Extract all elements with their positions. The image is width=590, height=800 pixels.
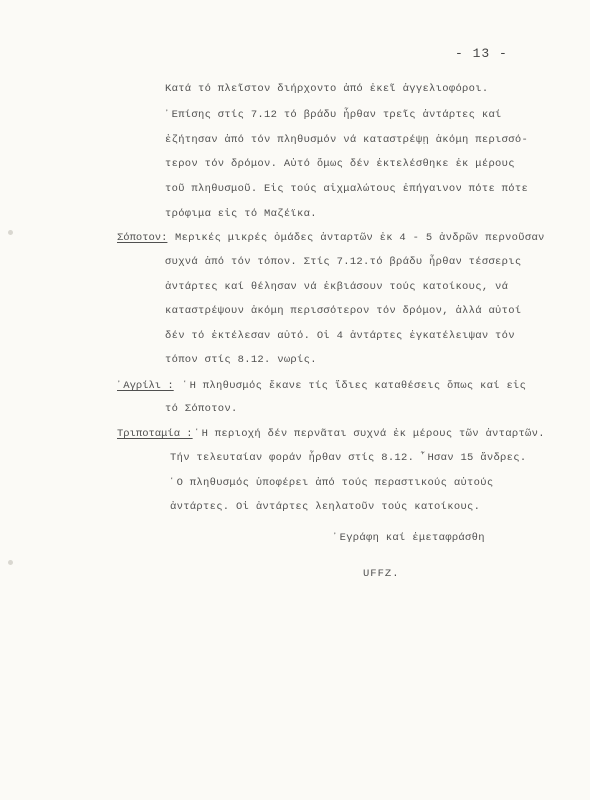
text-line: δέν τό ἐκτέλεσαν αὐτό. Οἱ 4 ἀντάρτες ἐγκατέλειψαν τόν <box>165 330 515 342</box>
translation-note: ᾽Εγράφη καί ἐμεταφράσθη <box>333 532 485 544</box>
text-line: τοῦ πληθυσμοῦ. Εἰς τούς αἰχμαλώτους ἐπήγαινον πότε πότε <box>165 183 529 195</box>
punch-hole-mark <box>8 230 13 235</box>
text-line: τρόφιμα εἰς τό Μαζέϊκα. <box>165 208 317 220</box>
text-line: ἀντάρτες. Οἱ ἀντάρτες λεηλατοῦν τούς κατοίκους. <box>170 501 481 513</box>
section-label-sopoton: Σόποτον: <box>117 232 168 244</box>
text-line: τερον τόν δρόμον. Αὐτό ὅμως δέν ἐκτελέσθηκε ἐκ μέρους <box>165 158 515 170</box>
section-label-tripotamia: Τριποταμία : <box>117 428 193 440</box>
text-line: συχνά ἀπό τόν τόπον. Στίς 7.12.τό βράδυ ἦρθαν τέσσερις <box>165 256 522 268</box>
text-line: Μερικές μικρές ὁμάδες ἀνταρτῶν ἐκ 4 - 5 ἀνδρῶν περνοῦσαν <box>175 232 545 244</box>
text-line: Κατά τό πλεῖστον διήρχοντο ἀπό ἐκεῖ ἀγγελιοφόροι. <box>165 83 489 95</box>
text-line: τόπον στίς 8.12. νωρίς. <box>165 354 317 366</box>
text-line: ἀντάρτες καί θέλησαν νά ἐκβιάσουν τούς κατοίκους, νά <box>165 281 509 293</box>
punch-hole-mark <box>8 560 13 565</box>
text-line: Τήν τελευταίαν φοράν ἦρθαν στίς 8.12. ῏Ησαν 15 ἄνδρες. <box>170 452 527 464</box>
signature: UFFZ. <box>363 568 400 580</box>
text-line: ῾Η περιοχή δέν περνᾶται συχνά ἐκ μέρους τῶν ἀνταρτῶν. <box>195 428 545 440</box>
text-line: καταστρέψουν ἀκόμη περισσότερον τόν δρόμον, ἀλλά αὐτοί <box>165 305 522 317</box>
page-number: - 13 - <box>455 46 508 61</box>
text-line: ῾Ο πληθυσμός ὑποφέρει ἀπό τούς περαστικούς αὐτούς <box>170 477 494 489</box>
section-label-agrili: ᾽Αγρίλι : <box>117 380 174 392</box>
text-line: ἐζήτησαν ἀπό τόν πληθυσμόν νά καταστρέψῃ ἀκόμη περισσό- <box>165 134 529 146</box>
text-line: ᾽Επίσης στίς 7.12 τό βράδυ ἦρθαν τρεῖς ἀντάρτες καί <box>165 109 502 121</box>
text-line: τό Σόποτον. <box>165 403 238 415</box>
text-line: ῾Η πληθυσμός ἔκανε τίς ἴδιες καταθέσεις ὅπως καί εἰς <box>183 380 527 392</box>
